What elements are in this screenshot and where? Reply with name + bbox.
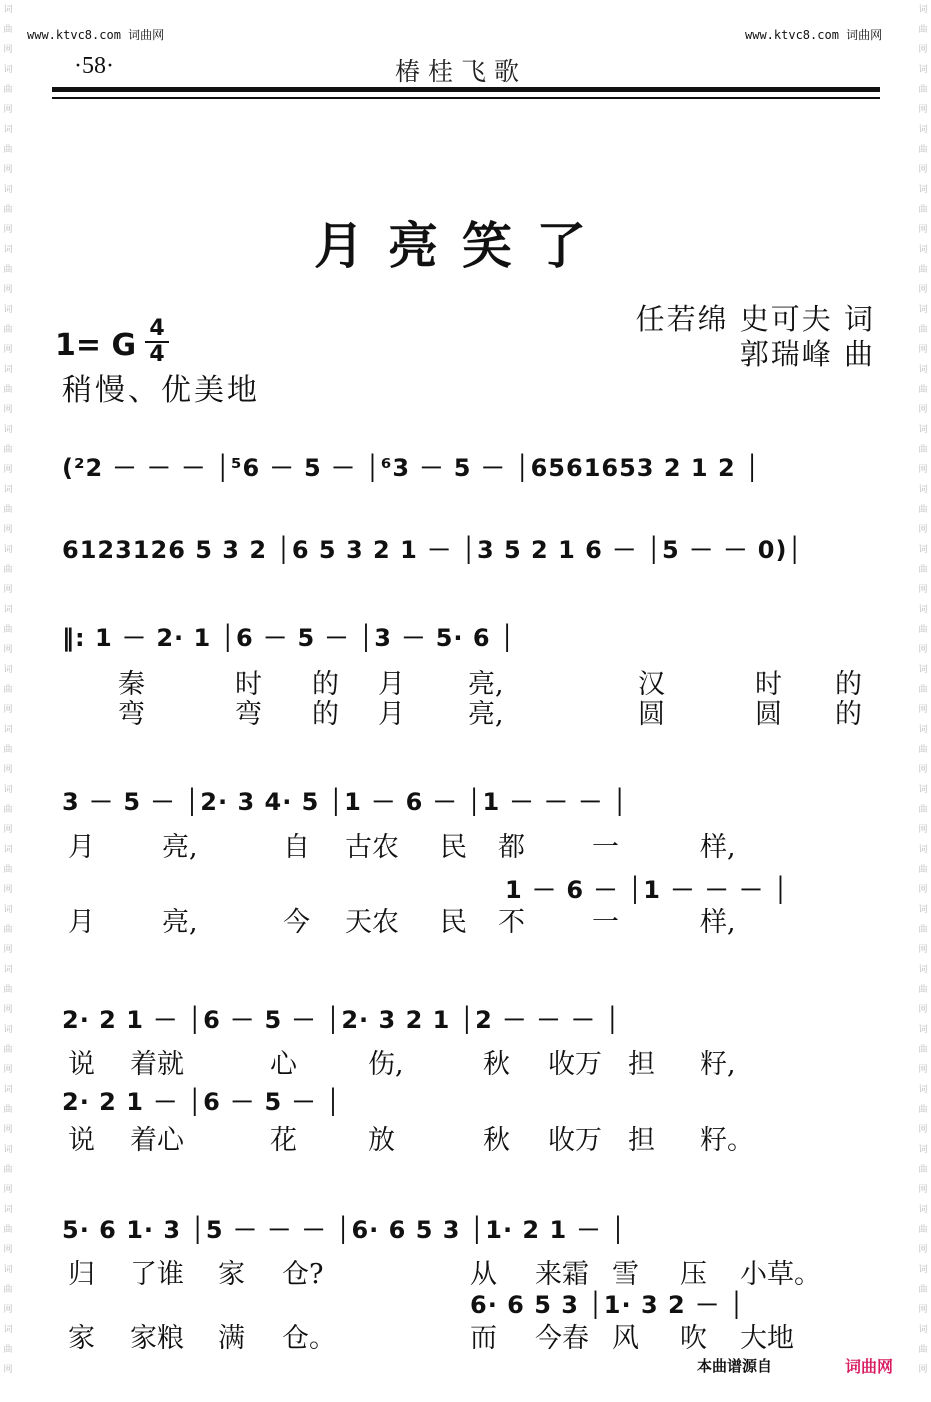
- watermark-glyph: 网: [3, 1245, 13, 1255]
- watermark-glyph: 网: [3, 1065, 13, 1075]
- lyric-syllable: 说: [68, 1049, 95, 1080]
- lyric-syllable: 都: [498, 832, 525, 863]
- watermark-glyph: 网: [918, 225, 928, 235]
- watermark-glyph: 曲: [3, 685, 13, 695]
- watermark-glyph: 词: [3, 485, 13, 495]
- lyric-syllable: 不: [498, 907, 525, 938]
- watermark-glyph: 曲: [918, 325, 928, 335]
- watermark-glyph: 网: [3, 705, 13, 715]
- watermark-glyph: 网: [3, 585, 13, 595]
- lyric-syllable: 雪: [612, 1259, 639, 1290]
- watermark-glyph: 词: [3, 5, 13, 15]
- notation-line-4: 3 － 5 － │2· 3 4· 5 │1 － 6 － │1 － － － │: [62, 788, 629, 816]
- source-label: 本曲谱源自: [697, 1357, 773, 1375]
- watermark-glyph: 词: [3, 605, 13, 615]
- watermark-glyph: 词: [918, 65, 928, 75]
- lyric-syllable: 着心: [130, 1125, 184, 1156]
- notation-line-2: 6123126 5 3 2 │6 5 3 2 1 － │3 5 2 1 6 － │5 － － 0)│: [62, 536, 803, 564]
- watermark-glyph: 词: [918, 125, 928, 135]
- watermark-glyph: 网: [3, 345, 13, 355]
- watermark-glyph: 网: [3, 945, 13, 955]
- watermark-glyph: 网: [3, 1185, 13, 1195]
- lyric-syllable: 汉: [638, 669, 665, 700]
- watermark-glyph: 曲: [918, 1345, 928, 1355]
- watermark-glyph: 曲: [3, 1045, 13, 1055]
- notation-line-6b: 6· 6 5 3 │1· 3 2 － │: [470, 1291, 745, 1319]
- lyric-syllable: 古农: [345, 832, 399, 863]
- lyric-syllable: 今: [283, 907, 310, 938]
- watermark-glyph: 词: [918, 1145, 928, 1155]
- watermark-glyph: 曲: [918, 1225, 928, 1235]
- watermark-glyph: 网: [918, 1005, 928, 1015]
- watermark-glyph: 词: [918, 845, 928, 855]
- lyric-syllable: 秦: [118, 669, 145, 700]
- lyric-syllable: 家: [218, 1259, 245, 1290]
- lyric-syllable: 月: [68, 907, 95, 938]
- watermark-glyph: 网: [918, 1125, 928, 1135]
- header-rule-thin: [52, 97, 880, 99]
- watermark-glyph: 曲: [918, 745, 928, 755]
- watermark-glyph: 词: [3, 1085, 13, 1095]
- lyric-syllable: 的: [312, 699, 339, 730]
- watermark-glyph: 曲: [918, 385, 928, 395]
- watermark-glyph: 曲: [3, 25, 13, 35]
- watermark-glyph: 曲: [3, 505, 13, 515]
- watermark-glyph: 网: [3, 285, 13, 295]
- watermark-glyph: 词: [3, 425, 13, 435]
- lyric-syllable: 亮,: [468, 699, 504, 730]
- watermark-glyph: 曲: [3, 1225, 13, 1235]
- watermark-glyph: 词: [3, 1145, 13, 1155]
- watermark-glyph: 词: [3, 305, 13, 315]
- watermark-glyph: 曲: [918, 565, 928, 575]
- watermark-glyph: 曲: [918, 25, 928, 35]
- watermark-glyph: 词: [3, 725, 13, 735]
- lyric-syllable: 月: [378, 699, 405, 730]
- lyric-syllable: 而: [470, 1323, 497, 1354]
- watermark-glyph: 网: [918, 405, 928, 415]
- notation-line-5b: 2· 2 1 － │6 － 5 － │: [62, 1088, 342, 1116]
- watermark-glyph: 曲: [3, 625, 13, 635]
- watermark-glyph: 词: [918, 1325, 928, 1335]
- watermark-glyph: 曲: [3, 745, 13, 755]
- watermark-glyph: 网: [918, 585, 928, 595]
- lyric-syllable: 样,: [700, 832, 736, 863]
- watermark-glyph: 曲: [3, 565, 13, 575]
- watermark-glyph: 词: [918, 425, 928, 435]
- watermark-glyph: 词: [918, 1205, 928, 1215]
- lyric-syllable: 来霜: [535, 1259, 589, 1290]
- lyric-syllable: 担: [628, 1125, 655, 1156]
- watermark-glyph: 词: [918, 725, 928, 735]
- watermark-glyph: 网: [918, 345, 928, 355]
- book-title: 椿桂飞歌: [395, 57, 528, 86]
- lyric-syllable: 秋: [483, 1125, 510, 1156]
- watermark-glyph: 曲: [3, 325, 13, 335]
- watermark-glyph: 网: [3, 1125, 13, 1135]
- lyric-syllable: 花: [270, 1125, 297, 1156]
- watermark-glyph: 曲: [918, 145, 928, 155]
- lyric-syllable: 时: [235, 669, 262, 700]
- watermark-glyph: 网: [918, 105, 928, 115]
- lyric-syllable: 圆: [638, 699, 665, 730]
- watermark-glyph: 词: [918, 965, 928, 975]
- notation-line-6: 5· 6 1· 3 │5 － － － │6· 6 5 3 │1· 2 1 － │: [62, 1216, 627, 1244]
- watermark-glyph: 曲: [3, 145, 13, 155]
- lyric-syllable: 大地: [740, 1323, 794, 1354]
- lyric-syllable: 伤,: [368, 1049, 404, 1080]
- watermark-glyph: 网: [918, 765, 928, 775]
- lyric-syllable: 样,: [700, 907, 736, 938]
- watermark-glyph: 网: [918, 825, 928, 835]
- lyric-syllable: 收万: [548, 1125, 602, 1156]
- lyric-syllable: 吹: [680, 1323, 707, 1354]
- watermark-glyph: 网: [918, 1305, 928, 1315]
- watermark-glyph: 曲: [918, 445, 928, 455]
- lyric-syllable: 仓。: [282, 1323, 336, 1354]
- watermark-glyph: 曲: [3, 1285, 13, 1295]
- lyric-syllable: 的: [835, 669, 862, 700]
- watermark-glyph: 网: [3, 1305, 13, 1315]
- watermark-glyph: 网: [3, 885, 13, 895]
- watermark-glyph: 词: [918, 305, 928, 315]
- watermark-glyph: 词: [3, 1205, 13, 1215]
- watermark-glyph: 网: [918, 1185, 928, 1195]
- song-title: 月亮笑了: [314, 216, 610, 275]
- watermark-glyph: 网: [3, 525, 13, 535]
- tempo-marking: 稍慢、优美地: [62, 373, 260, 408]
- watermark-glyph: 词: [3, 905, 13, 915]
- watermark-glyph: 词: [918, 245, 928, 255]
- watermark-glyph: 词: [3, 365, 13, 375]
- site-watermark-right: www.ktvc8.com 词曲网: [745, 28, 883, 42]
- watermark-glyph: 曲: [3, 265, 13, 275]
- watermark-glyph: 网: [3, 165, 13, 175]
- watermark-glyph: 网: [918, 465, 928, 475]
- header-rule-thick: [52, 87, 880, 92]
- watermark-glyph: 曲: [3, 1165, 13, 1175]
- watermark-glyph: 曲: [3, 925, 13, 935]
- watermark-glyph: 词: [3, 245, 13, 255]
- watermark-glyph: 网: [918, 45, 928, 55]
- lyric-syllable: 亮,: [162, 907, 198, 938]
- watermark-glyph: 曲: [3, 805, 13, 815]
- lyric-syllable: 放: [368, 1125, 395, 1156]
- watermark-glyph: 网: [918, 525, 928, 535]
- lyric-syllable: 风: [612, 1323, 639, 1354]
- watermark-glyph: 网: [3, 765, 13, 775]
- watermark-glyph: 网: [918, 165, 928, 175]
- right-watermark-column: [915, 0, 931, 1402]
- lyric-syllable: 月: [378, 669, 405, 700]
- lyric-syllable: 弯: [235, 699, 262, 730]
- watermark-glyph: 网: [3, 105, 13, 115]
- watermark-glyph: 网: [3, 825, 13, 835]
- lyric-syllable: 收万: [548, 1049, 602, 1080]
- source-site-logo[interactable]: 词曲网: [845, 1357, 894, 1376]
- watermark-glyph: 网: [918, 705, 928, 715]
- lyric-syllable: 时: [755, 669, 782, 700]
- lyric-syllable: 亮,: [468, 669, 504, 700]
- lyric-syllable: 籽,: [700, 1049, 736, 1080]
- watermark-glyph: 曲: [3, 1105, 13, 1115]
- watermark-glyph: 词: [3, 125, 13, 135]
- watermark-glyph: 词: [918, 1025, 928, 1035]
- watermark-glyph: 网: [918, 1365, 928, 1375]
- lyric-syllable: 的: [312, 669, 339, 700]
- watermark-glyph: 网: [918, 1065, 928, 1075]
- watermark-glyph: 词: [918, 545, 928, 555]
- lyric-syllable: 一: [592, 832, 619, 863]
- watermark-glyph: 曲: [918, 505, 928, 515]
- watermark-glyph: 词: [918, 785, 928, 795]
- lyric-syllable: 天农: [345, 907, 399, 938]
- watermark-glyph: 网: [918, 645, 928, 655]
- watermark-glyph: 曲: [3, 865, 13, 875]
- watermark-glyph: 词: [3, 1025, 13, 1035]
- watermark-glyph: 网: [3, 405, 13, 415]
- watermark-glyph: 曲: [3, 85, 13, 95]
- left-watermark-column: [0, 0, 16, 1402]
- notation-line-3: ‖: 1 － 2· 1 │6 － 5 － │3 － 5· 6 │: [62, 624, 516, 652]
- watermark-glyph: 曲: [918, 1105, 928, 1115]
- time-signature: [145, 318, 169, 366]
- lyric-syllable: 一: [592, 907, 619, 938]
- watermark-glyph: 网: [3, 1365, 13, 1375]
- watermark-glyph: 曲: [918, 805, 928, 815]
- watermark-glyph: 网: [3, 465, 13, 475]
- watermark-glyph: 曲: [3, 445, 13, 455]
- lyric-syllable: 着就: [130, 1049, 184, 1080]
- lyric-syllable: 压: [680, 1259, 707, 1290]
- watermark-glyph: 词: [918, 485, 928, 495]
- lyric-syllable: 担: [628, 1049, 655, 1080]
- key-signature: 1= G: [55, 328, 137, 363]
- watermark-glyph: 曲: [918, 625, 928, 635]
- watermark-glyph: 词: [918, 905, 928, 915]
- watermark-glyph: 词: [918, 1085, 928, 1095]
- watermark-glyph: 曲: [918, 925, 928, 935]
- watermark-glyph: 网: [3, 645, 13, 655]
- watermark-glyph: 词: [3, 965, 13, 975]
- lyric-syllable: 圆: [755, 699, 782, 730]
- watermark-glyph: 词: [918, 185, 928, 195]
- lyric-syllable: 自: [283, 832, 310, 863]
- watermark-glyph: 词: [918, 605, 928, 615]
- lyric-syllable: 月: [68, 832, 95, 863]
- watermark-glyph: 网: [3, 225, 13, 235]
- lyric-syllable: 从: [470, 1259, 497, 1290]
- watermark-glyph: 词: [3, 665, 13, 675]
- lyric-syllable: 秋: [483, 1049, 510, 1080]
- lyricist-credit: 任若绵 史可夫 词: [635, 302, 875, 336]
- watermark-glyph: 曲: [3, 385, 13, 395]
- watermark-glyph: 曲: [918, 865, 928, 875]
- lyric-syllable: 归: [68, 1259, 95, 1290]
- watermark-glyph: 网: [3, 1005, 13, 1015]
- watermark-glyph: 曲: [3, 205, 13, 215]
- time-signature-bottom: 4: [149, 342, 165, 367]
- watermark-glyph: 曲: [918, 1285, 928, 1295]
- watermark-glyph: 曲: [918, 205, 928, 215]
- watermark-glyph: 词: [918, 1265, 928, 1275]
- lyric-syllable: 了谁: [130, 1259, 184, 1290]
- lyric-syllable: 籽。: [700, 1125, 754, 1156]
- watermark-glyph: 词: [3, 545, 13, 555]
- watermark-glyph: 词: [3, 1265, 13, 1275]
- notation-line-5: 2· 2 1 － │6 － 5 － │2· 3 2 1 │2 － － － │: [62, 1006, 621, 1034]
- watermark-glyph: 词: [918, 665, 928, 675]
- lyric-syllable: 民: [440, 907, 467, 938]
- watermark-glyph: 曲: [918, 1045, 928, 1055]
- watermark-glyph: 曲: [3, 1345, 13, 1355]
- watermark-glyph: 词: [3, 785, 13, 795]
- watermark-glyph: 词: [3, 185, 13, 195]
- lyric-syllable: 家: [68, 1323, 95, 1354]
- watermark-glyph: 曲: [3, 985, 13, 995]
- watermark-glyph: 曲: [918, 1165, 928, 1175]
- watermark-glyph: 曲: [918, 265, 928, 275]
- watermark-glyph: 曲: [918, 85, 928, 95]
- site-watermark-left: www.ktvc8.com 词曲网: [27, 28, 165, 42]
- watermark-glyph: 网: [3, 45, 13, 55]
- lyric-syllable: 心: [270, 1049, 297, 1080]
- composer-credit: 郭瑞峰 曲: [739, 337, 875, 371]
- watermark-glyph: 词: [3, 845, 13, 855]
- lyric-syllable: 家粮: [130, 1323, 184, 1354]
- watermark-glyph: 曲: [918, 685, 928, 695]
- watermark-glyph: 网: [918, 885, 928, 895]
- lyric-syllable: 民: [440, 832, 467, 863]
- lyric-syllable: 小草。: [740, 1259, 821, 1290]
- notation-line-4b: 1 － 6 － │1 － － － │: [505, 876, 789, 904]
- time-signature-top: 4: [149, 316, 165, 341]
- watermark-glyph: 词: [918, 5, 928, 15]
- lyric-syllable: 弯: [118, 699, 145, 730]
- watermark-glyph: 词: [918, 365, 928, 375]
- lyric-syllable: 亮,: [162, 832, 198, 863]
- lyric-syllable: 仓?: [282, 1259, 324, 1290]
- lyric-syllable: 满: [218, 1323, 245, 1354]
- watermark-glyph: 网: [918, 1245, 928, 1255]
- watermark-glyph: 曲: [918, 985, 928, 995]
- watermark-glyph: 网: [918, 945, 928, 955]
- lyric-syllable: 今春: [535, 1323, 589, 1354]
- lyric-syllable: 的: [835, 699, 862, 730]
- watermark-glyph: 词: [3, 65, 13, 75]
- lyric-syllable: 说: [68, 1125, 95, 1156]
- watermark-glyph: 词: [3, 1325, 13, 1335]
- page-number: ·58·: [74, 53, 114, 79]
- watermark-glyph: 网: [918, 285, 928, 295]
- notation-line-1: (²2 － － － │⁵6 － 5 － │⁶3 － 5 － │6561653 2 1 2 │: [62, 454, 761, 482]
